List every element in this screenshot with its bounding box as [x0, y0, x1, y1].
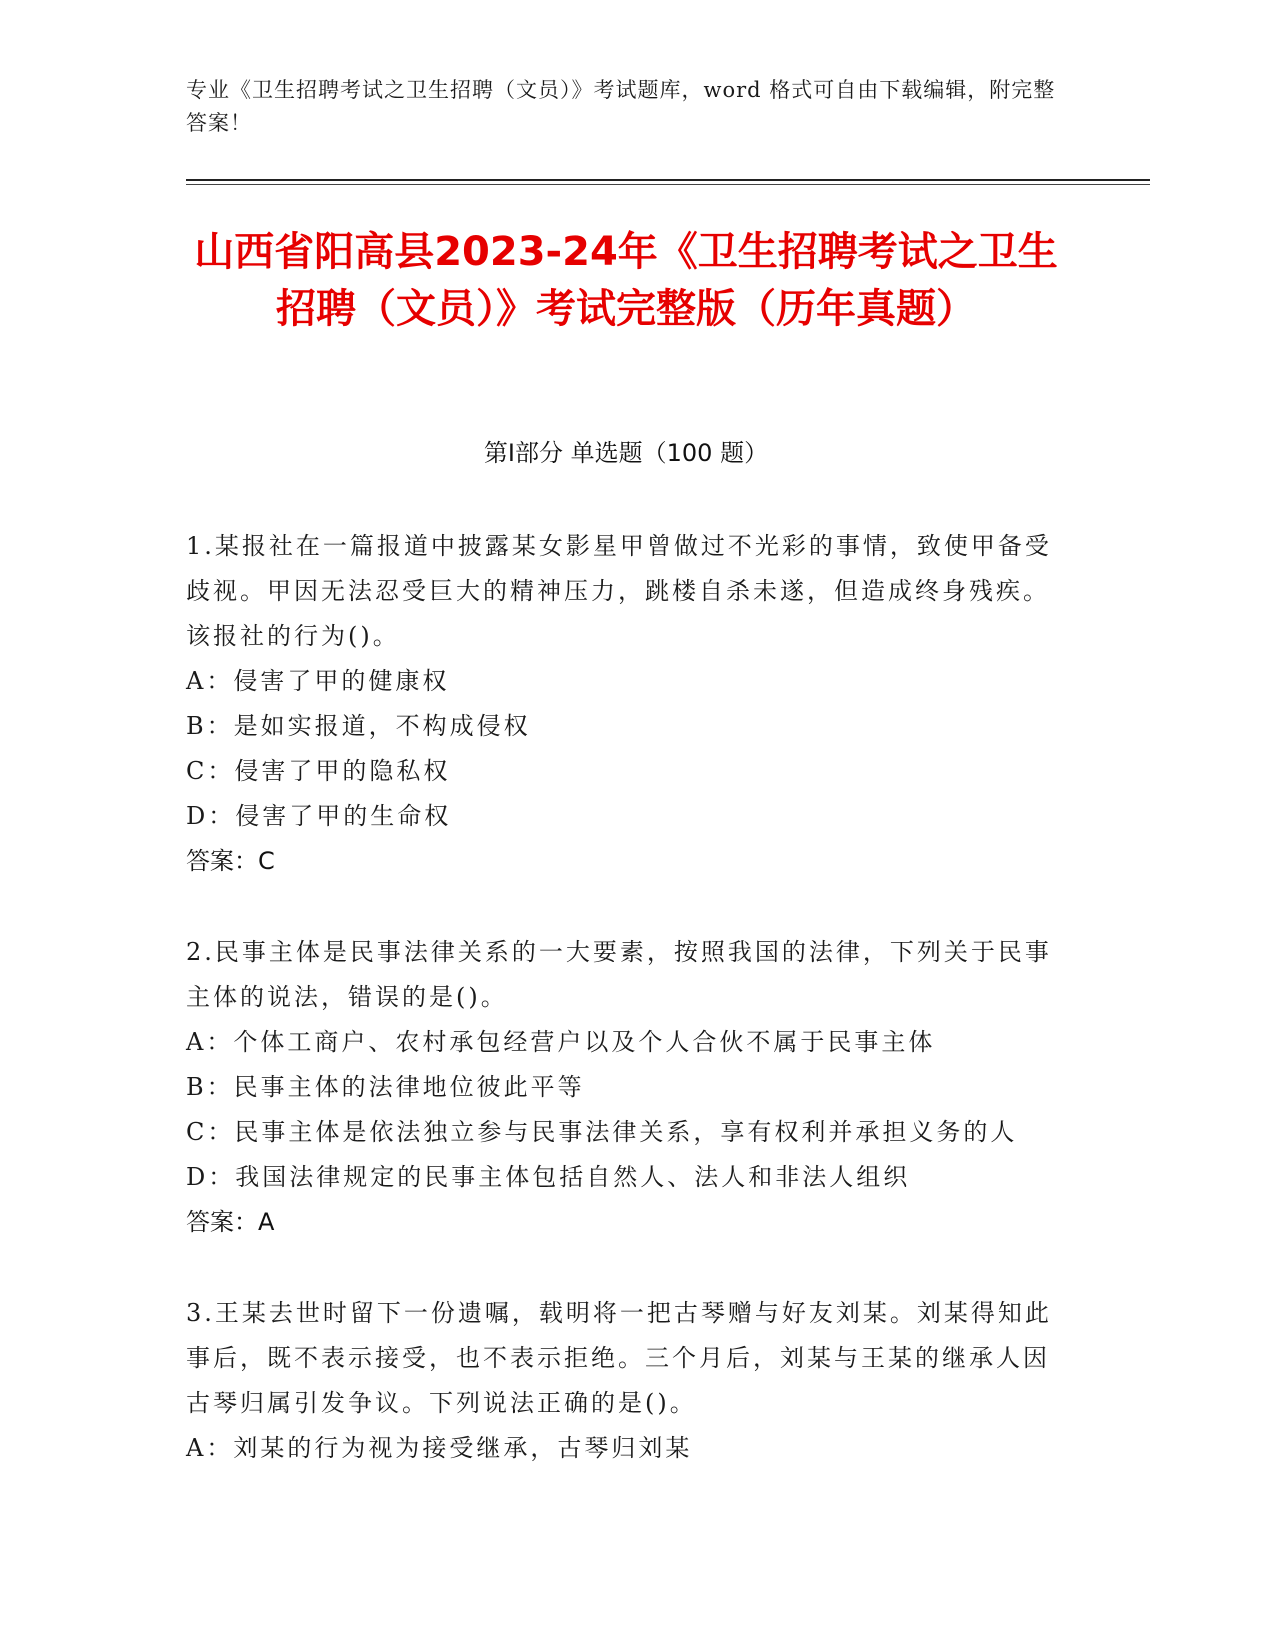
header-divider-thin: [186, 184, 1150, 185]
option-b: B：是如实报道，不构成侵权: [186, 712, 531, 740]
option-a: A：刘某的行为视为接受继承，古琴归刘某: [186, 1434, 693, 1462]
question-text: 1.某报社在一篇报道中披露某女影星甲曾做过不光彩的事情，致使甲备受歧视。甲因无法忍受巨大的精神压力，跳楼自杀未遂，但造成终身残疾。该报社的行为()。: [186, 532, 1052, 650]
option-d: D：我国法律规定的民事主体包括自然人、法人和非法人组织: [186, 1163, 911, 1191]
question-2: [186, 930, 1066, 1245]
question-text: 2.民事主体是民事法律关系的一大要素，按照我国的法律，下列关于民事主体的说法，错误的是()。: [186, 938, 1052, 1011]
answer: 答案：C: [186, 847, 275, 875]
option-c: C：侵害了甲的隐私权: [186, 757, 451, 785]
option-b: B：民事主体的法律地位彼此平等: [186, 1073, 585, 1101]
answer: 答案：A: [186, 1208, 275, 1236]
question-text: 3.王某去世时留下一份遗嘱，载明将一把古琴赠与好友刘某。刘某得知此事后，既不表示接受，也不表示拒绝。三个月后，刘某与王某的继承人因古琴归属引发争议。下列说法正确的是()。: [186, 1299, 1052, 1417]
question-list: [186, 524, 1066, 1517]
document-title: 山西省阳高县2023-24年《卫生招聘考试之卫生招聘（文员）》考试完整版（历年真题）: [194, 229, 1058, 332]
option-a: A：侵害了甲的健康权: [186, 667, 450, 695]
header-divider-thick: [186, 179, 1150, 181]
option-a: A：个体工商户、农村承包经营户以及个人合伙不属于民事主体: [186, 1028, 936, 1056]
question-3: [186, 1291, 1066, 1471]
option-c: C：民事主体是依法独立参与民事法律关系，享有权利并承担义务的人: [186, 1118, 1018, 1146]
option-d: D：侵害了甲的生命权: [186, 802, 452, 830]
header-note: 专业《卫生招聘考试之卫生招聘（文员）》考试题库，word 格式可自由下载编辑，附完整答案！: [186, 78, 1056, 135]
section-title: 第Ⅰ部分 单选题（100 题）: [483, 439, 769, 467]
question-1: [186, 524, 1066, 884]
